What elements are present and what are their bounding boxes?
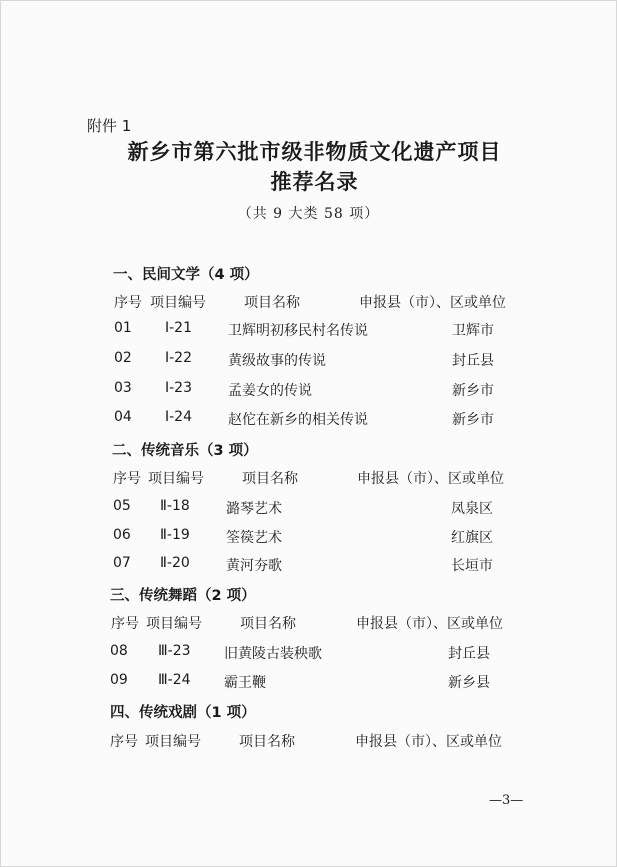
row-code: Ⅲ-23 — [158, 643, 191, 659]
header-unit: 申报县（市）、区或单位 — [357, 471, 504, 487]
row-unit: 红旗区 — [451, 530, 493, 546]
row-name: 赵佗在新乡的相关传说 — [228, 412, 368, 428]
row-unit: 凤泉区 — [451, 501, 493, 517]
document-title-line2: 推荐名录 — [270, 169, 359, 194]
row-unit: 封丘县 — [448, 646, 490, 662]
row-seq: 04 — [114, 409, 132, 425]
header-seq: 序号 — [111, 616, 139, 632]
row-name: 潞琴艺术 — [226, 501, 282, 517]
page-number: —3— — [489, 793, 524, 808]
row-code: Ⅰ-24 — [165, 409, 192, 425]
header-name: 项目名称 — [239, 734, 295, 750]
row-code: Ⅰ-22 — [165, 350, 192, 366]
row-name: 霸王鞭 — [224, 675, 266, 691]
header-seq: 序号 — [110, 734, 138, 750]
row-unit: 卫辉市 — [452, 323, 494, 339]
row-name: 黄级故事的传说 — [228, 353, 326, 369]
row-seq: 01 — [114, 320, 132, 336]
header-name: 项目名称 — [244, 295, 300, 311]
row-unit: 新乡县 — [448, 675, 490, 691]
section-title: 一、民间文学（4 项） — [113, 267, 259, 283]
document-subtitle: （共 9 大类 58 项） — [237, 206, 380, 222]
header-unit: 申报县（市）、区或单位 — [356, 616, 503, 632]
row-code: Ⅱ-20 — [160, 555, 190, 571]
row-code: Ⅱ-19 — [160, 527, 190, 543]
row-code: Ⅱ-18 — [160, 498, 190, 514]
header-code: 项目编号 — [146, 616, 202, 632]
row-seq: 07 — [113, 555, 131, 571]
row-seq: 09 — [110, 672, 128, 688]
section-title: 四、传统戏剧（1 项） — [110, 705, 256, 721]
row-seq: 03 — [114, 380, 132, 396]
row-code: Ⅰ-23 — [165, 380, 192, 396]
row-unit: 封丘县 — [452, 353, 494, 369]
row-seq: 05 — [113, 498, 131, 514]
header-code: 项目编号 — [150, 295, 206, 311]
header-seq: 序号 — [113, 471, 141, 487]
header-seq: 序号 — [114, 295, 142, 311]
row-unit: 新乡市 — [452, 383, 494, 399]
header-name: 项目名称 — [240, 616, 296, 632]
header-unit: 申报县（市）、区或单位 — [359, 295, 506, 311]
row-name: 黄河夯歌 — [226, 558, 282, 574]
header-code: 项目编号 — [148, 471, 204, 487]
row-seq: 08 — [110, 643, 128, 659]
header-code: 项目编号 — [145, 734, 201, 750]
row-code: Ⅲ-24 — [158, 672, 191, 688]
row-unit: 新乡市 — [452, 412, 494, 428]
row-name: 筌篌艺术 — [226, 530, 282, 546]
row-code: Ⅰ-21 — [165, 320, 192, 336]
header-name: 项目名称 — [242, 471, 298, 487]
attachment-label: 附件 1 — [87, 117, 132, 135]
section-title: 二、传统音乐（3 项） — [112, 443, 258, 459]
row-name: 旧黄陵古装秧歌 — [224, 646, 322, 662]
row-name: 卫辉明初移民村名传说 — [228, 323, 368, 339]
document-title-line1: 新乡市第六批市级非物质文化遗产项目 — [127, 139, 502, 164]
row-name: 孟姜女的传说 — [228, 383, 312, 399]
row-seq: 06 — [113, 527, 131, 543]
section-title: 三、传统舞蹈（2 项） — [110, 588, 256, 604]
row-unit: 长垣市 — [451, 558, 493, 574]
row-seq: 02 — [114, 350, 132, 366]
header-unit: 申报县（市）、区或单位 — [355, 734, 502, 750]
